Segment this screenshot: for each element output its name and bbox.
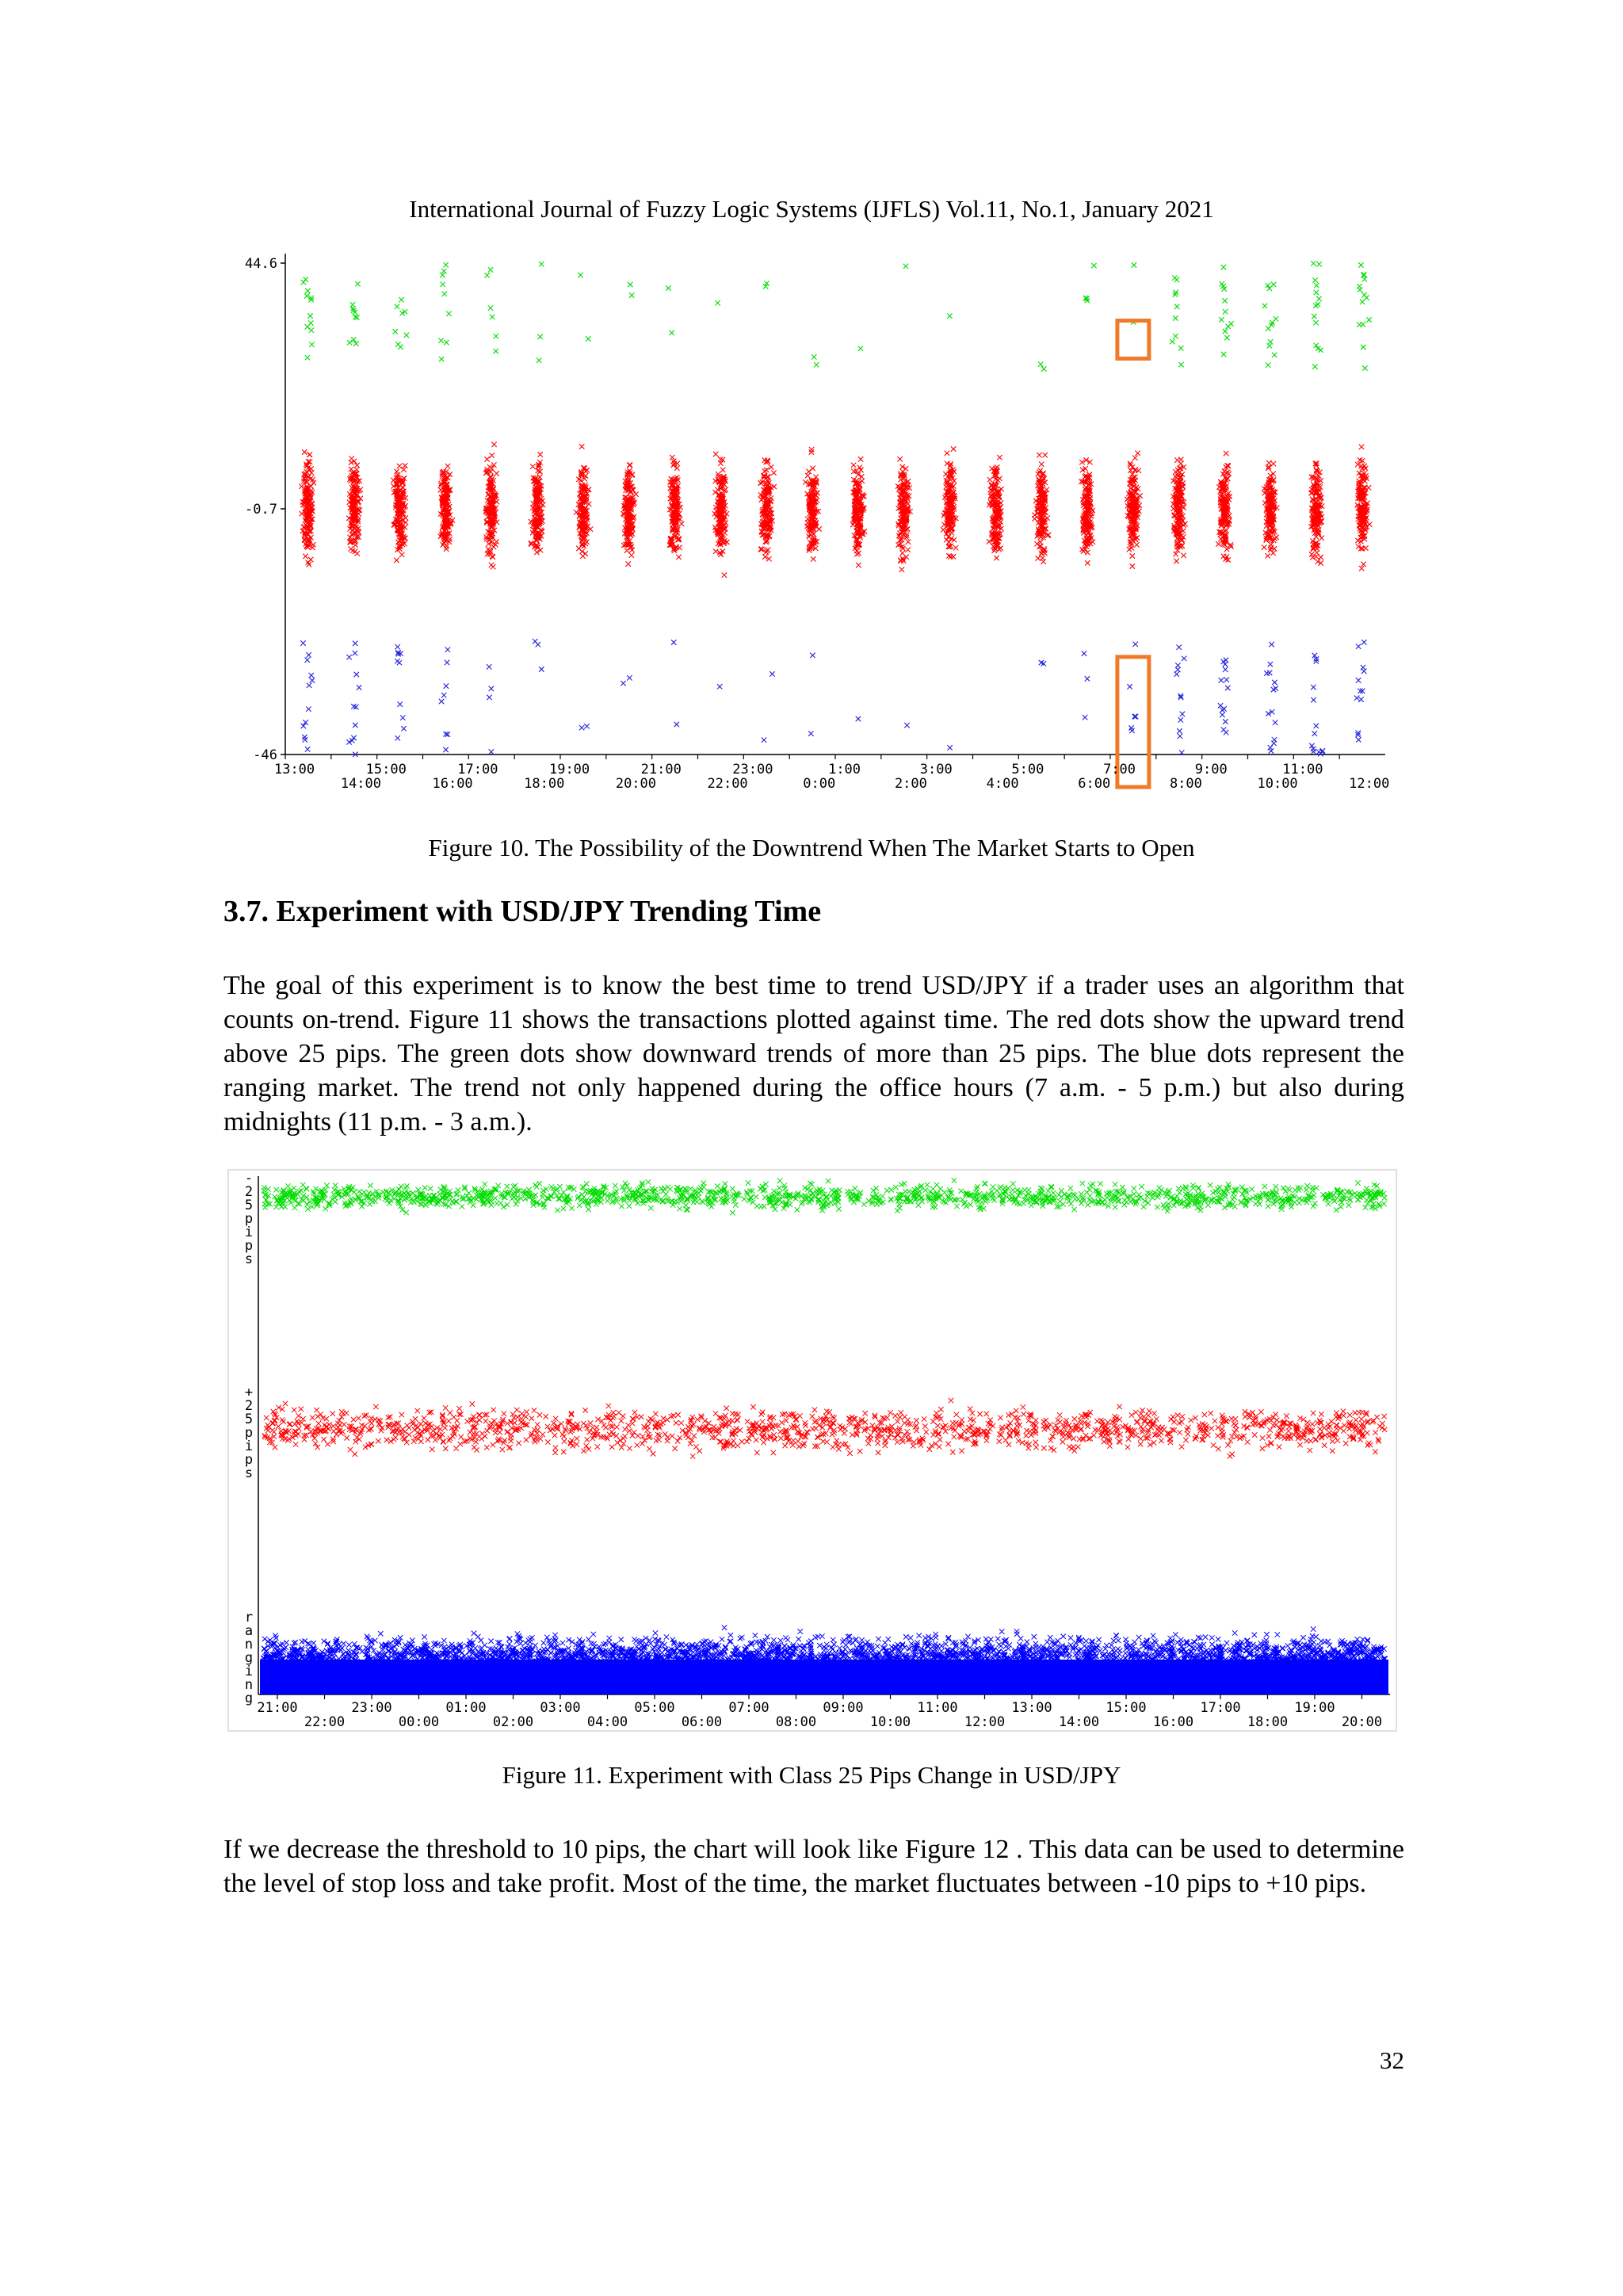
figure-10-hour-points — [1083, 263, 1097, 304]
figure-10-x-tick-label: 1:00 — [828, 762, 861, 777]
figure-10-hour-points — [301, 277, 315, 360]
figure-11-x-tick-label: 19:00 — [1294, 1700, 1335, 1716]
figure-10-x-tick-label: 15:00 — [365, 762, 407, 777]
figure-10-highlight-box — [1117, 321, 1149, 359]
figure-10-hour-points — [1039, 660, 1046, 667]
figure-10-x-tick-label: 4:00 — [986, 776, 1019, 792]
figure-11-x-tick-label: 10:00 — [869, 1714, 911, 1730]
figure-11-x-tick-label: 11:00 — [917, 1700, 958, 1716]
figure-10-hour-points — [1219, 265, 1234, 357]
figure-10-hour-points — [346, 641, 361, 757]
figure-10-hour-points — [1357, 262, 1372, 370]
figure-11-green-points — [262, 1178, 1387, 1215]
figure-11-x-tick-label: 03:00 — [540, 1700, 581, 1716]
figure-11-x-tick-label: 12:00 — [964, 1714, 1006, 1730]
figure-11-x-tick-label: 15:00 — [1106, 1700, 1147, 1716]
figure-10-hour-points — [812, 354, 819, 367]
figure-10-x-tick-label: 3:00 — [919, 762, 953, 777]
figure-10-hour-points — [438, 262, 451, 361]
figure-10-x-tick-label: 10:00 — [1257, 776, 1298, 792]
figure-10-x-tick-label: 19:00 — [548, 762, 590, 777]
figure-10-hour-points — [1079, 457, 1095, 565]
figure-10-y-tick-label: -46 — [253, 747, 277, 763]
figure-11-x-tick-label: 02:00 — [492, 1714, 534, 1730]
figure-10-hour-points — [666, 285, 674, 335]
figure-10-caption: Figure 10. The Possibility of the Downtrend When The Market Starts to Open — [428, 834, 1195, 861]
figure-10-x-tick-label: 6:00 — [1078, 776, 1111, 792]
figure-10-x-tick-label: 23:00 — [732, 762, 773, 777]
figure-10-x-tick-label: 21:00 — [640, 762, 682, 777]
figure-11-series-points — [262, 1178, 1387, 1215]
figure-10-hour-points — [487, 664, 494, 755]
figure-10-hour-points — [621, 675, 632, 686]
figure-11-x-tick-label: 09:00 — [823, 1700, 864, 1716]
page-number: 32 — [1380, 2046, 1404, 2074]
figure-10-x-tick-label: 5:00 — [1011, 762, 1044, 777]
figure-10-hour-points — [1170, 275, 1184, 367]
section-heading: 3.7. Experiment with USD/JPY Trending Time — [223, 895, 822, 928]
figure-10-hour-points — [858, 346, 863, 351]
figure-10-x-tick-label: 18:00 — [524, 776, 565, 792]
figure-10-x-tick-labels — [274, 755, 1389, 792]
figure-11-x-tick-label: 07:00 — [728, 1700, 769, 1716]
figure-11-x-tick-label: 04:00 — [586, 1714, 628, 1730]
figure-10-chart — [222, 238, 1395, 808]
figure-10-hour-points — [578, 273, 590, 342]
figure-11-ranging-dense-band — [260, 1660, 1388, 1694]
figure-10-hour-points — [628, 282, 634, 298]
figure-11-y-category-label: -2 5 p i p s — [244, 1171, 254, 1267]
figure-11-x-tick-labels — [257, 1694, 1382, 1730]
figure-10-hour-points — [439, 648, 450, 753]
figure-10-hour-points — [987, 455, 1004, 560]
figure-11-y-category-label: + 2 5 p i p s — [244, 1385, 254, 1481]
figure-11-x-tick-label: 14:00 — [1058, 1714, 1100, 1730]
figure-10-hour-points — [537, 262, 544, 363]
figure-11-x-tick-label: 05:00 — [634, 1700, 675, 1716]
figure-11-x-tick-label: 13:00 — [1011, 1700, 1052, 1716]
section-paragraph: The goal of this experiment is to know the best time to trend USD/JPY if a trader uses an algorithm that counts on-trend. Figure 11 shows the transactions plotted against time. The red dots show the upward trend above 25 pips. The green dots show downward trends of more than 25 pips. The blue dots represent the ranging market. The trend not only happened during the office hours (7 a.m. - 5 p.m.) but also during midnights (11 p.m. - 3 a.m.). — [223, 971, 1404, 1137]
figure-10-hour-points — [1038, 361, 1046, 371]
figure-10-x-tick-label: 9:00 — [1194, 762, 1228, 777]
figure-10-y-tick-labels — [245, 256, 285, 763]
figure-11-caption: Figure 11. Experiment with Class 25 Pips Change in USD/JPY — [502, 1761, 1121, 1789]
figure-10-hour-points — [1355, 445, 1373, 571]
figure-10-x-tick-label: 8:00 — [1169, 776, 1202, 792]
figure-10-hour-points — [903, 264, 908, 269]
figure-10-x-tick-label: 0:00 — [803, 776, 836, 792]
figure-10-hour-points — [850, 457, 867, 567]
figure-11-x-tick-label: 16:00 — [1152, 1714, 1194, 1730]
figure-10-hour-points — [1309, 653, 1325, 757]
figure-10-hour-points — [763, 281, 769, 288]
figure-10-hour-points — [712, 452, 730, 578]
figure-11-chart — [227, 1168, 1400, 1739]
figure-10-x-tick-label: 2:00 — [894, 776, 927, 792]
figure-10-hour-points — [1262, 282, 1278, 368]
figure-10-hour-points — [1125, 451, 1143, 569]
figure-10-red-points — [299, 442, 1372, 578]
figure-10-hour-points — [717, 684, 722, 689]
figure-10-x-tick-label: 17:00 — [457, 762, 498, 777]
figure-10-x-tick-label: 20:00 — [615, 776, 657, 792]
figure-10-hour-points — [941, 446, 958, 559]
figure-10-blue-points — [300, 639, 1366, 757]
figure-11-series-points — [262, 1398, 1388, 1459]
figure-10-hour-points — [391, 463, 408, 563]
figure-10-hour-points — [1032, 453, 1051, 564]
figure-10-hour-points — [762, 671, 775, 743]
figure-10-hour-points — [1082, 651, 1090, 720]
figure-10-x-tick-label: 22:00 — [707, 776, 748, 792]
figure-10-hour-points — [1264, 642, 1278, 754]
figure-10-hour-points — [1308, 460, 1324, 565]
figure-11-x-tick-label: 08:00 — [775, 1714, 817, 1730]
figure-11-x-tick-label: 01:00 — [445, 1700, 487, 1716]
figure-10-x-tick-label: 16:00 — [432, 776, 473, 792]
figure-11-red-points — [262, 1398, 1388, 1459]
figure-10-hour-points — [621, 462, 639, 567]
figure-11-x-tick-label: 00:00 — [398, 1714, 440, 1730]
figure-11-x-tick-label: 21:00 — [257, 1700, 298, 1716]
figure-10-hour-points — [904, 723, 909, 728]
figure-10-hour-points — [299, 449, 316, 567]
figure-10-hour-points — [947, 745, 952, 750]
figure-10-hour-points — [1170, 457, 1187, 564]
figure-10-highlights — [1117, 321, 1149, 788]
figure-10-x-tick-label: 11:00 — [1282, 762, 1323, 777]
figure-11-x-tick-label: 17:00 — [1200, 1700, 1241, 1716]
figure-10-hour-points — [1174, 645, 1187, 755]
figure-10-hour-points — [1354, 640, 1367, 742]
figure-10-hour-points — [808, 653, 815, 736]
figure-10-x-tick-label: 13:00 — [273, 762, 315, 777]
figure-10-x-tick-label: 12:00 — [1349, 776, 1390, 792]
figure-10-hour-points — [579, 724, 590, 730]
figure-10-x-tick-label: 7:00 — [1103, 762, 1136, 777]
figure-10-hour-points — [395, 644, 406, 741]
figure-10-hour-points — [667, 455, 685, 560]
figure-11-x-tick-label: 06:00 — [681, 1714, 723, 1730]
figure-10-hour-points — [574, 444, 593, 559]
figure-10-y-tick-label: -0.7 — [245, 502, 277, 518]
figure-10-hour-points — [346, 456, 363, 556]
figure-11-x-tick-label: 20:00 — [1341, 1714, 1383, 1730]
figure-10-y-tick-label: 44.6 — [245, 256, 277, 272]
figure-10-hour-points — [533, 639, 544, 672]
figure-10-x-tick-label: 14:00 — [340, 776, 382, 792]
figure-10-hour-points — [1131, 262, 1136, 324]
figure-11-x-tick-label: 18:00 — [1247, 1714, 1289, 1730]
figure-10-hour-points — [1216, 451, 1233, 563]
paragraph-2: If we decrease the threshold to 10 pips, the chart will look like Figure 12 . This data can be used to determine the level of stop loss and take profit. Most of the time, the market fluctuates between -10 pips to +10 pips. — [223, 1835, 1404, 1898]
figure-10-hour-points — [529, 452, 546, 555]
figure-10-hour-points — [438, 464, 455, 552]
figure-10-hour-points — [715, 300, 720, 305]
figure-11-y-category-label: r a n g i n g — [244, 1610, 254, 1706]
figure-10-hour-points — [1218, 658, 1231, 735]
figure-10-hour-points — [947, 313, 952, 318]
figure-10-hour-points — [393, 297, 409, 350]
figure-10-hour-points — [758, 458, 777, 562]
figure-11-x-tick-label: 23:00 — [351, 1700, 392, 1716]
figure-10-hour-points — [671, 640, 679, 727]
figure-10-hour-points — [803, 447, 822, 562]
figure-10-hour-points — [896, 457, 913, 572]
figure-10-hour-points — [347, 281, 361, 346]
figure-11-x-tick-label: 22:00 — [304, 1714, 346, 1730]
figure-10-hour-points — [1262, 460, 1279, 559]
figure-10-hour-points — [1311, 261, 1323, 369]
figure-10-hour-points — [300, 640, 315, 751]
figure-10-hour-points — [856, 716, 861, 721]
figure-11-y-category-labels — [245, 1171, 253, 1706]
figure-11-blue-points — [260, 1626, 1388, 1695]
figure-10-green-points — [301, 261, 1372, 372]
figure-10-hour-points — [485, 267, 499, 353]
figure-10-hour-points — [483, 442, 499, 570]
running-header: International Journal of Fuzzy Logic Systems (IJFLS) Vol.11, No.1, January 2021 — [409, 195, 1214, 223]
